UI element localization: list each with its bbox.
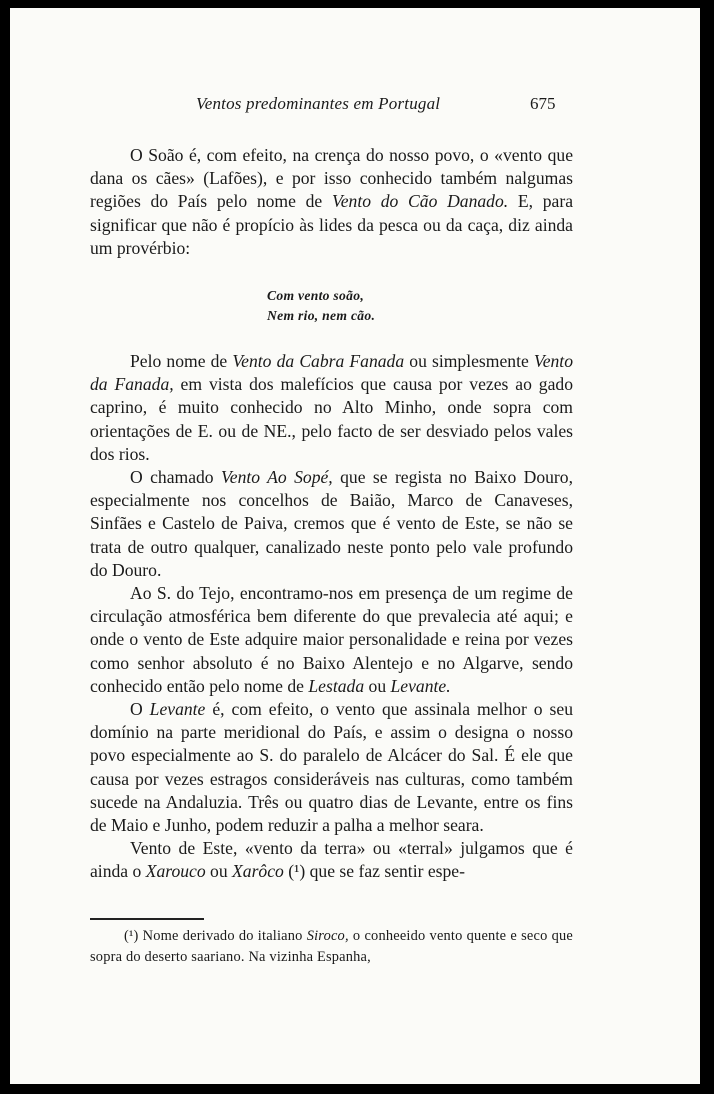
running-header (10, 94, 700, 118)
page-number: 675 (530, 94, 556, 113)
paragraph-2: Pelo nome de Vento da Cabra Fanada ou simplesmente Vento da Fanada, em vista dos malefícios que causa por vezes ao gado caprino, é muito conhecido no Alto Minho, onde sopra com orientações de E. ou de NE., pelo facto de ser desviado pelos vales dos rios. (90, 351, 573, 464)
body-text (90, 144, 573, 884)
paragraph-4: Ao S. do Tejo, encontramo-nos em presença de um regime de circulação atmosférica bem diferente do que prevalecia até aqui; e onde o vento de Este adquire maior personalidade e reina por vezes como senhor absoluto é no Baixo Alentejo e no Algarve, sendo conhecido então pelo nome de Lestada ou Levante. (90, 583, 573, 696)
paragraph-3: O chamado Vento Ao Sopé, que se regista no Baixo Douro, especialmente nos concelhos de Baião, Marco de Canaveses, Sinfães e Castelo de Paiva, cremos que é vento de Este, se não se trata de outro qualquer, canalizado neste ponto pelo vale profundo do Douro. (90, 467, 573, 580)
footnote: (¹) Nome derivado do italiano Siroco, o conheeido vento quente e seco que sopra do deserto saariano. Na vizinha Espanha, (90, 928, 574, 965)
footnote-divider (90, 918, 204, 920)
paragraph-6: Vento de Este, «vento da terra» ou «terral» julgamos que é ainda o Xarouco ou Xarôco (¹) que se faz sentir espe- (90, 838, 573, 882)
proverb-verse (267, 286, 573, 326)
paragraph-5: O Levante é, com efeito, o vento que assinala melhor o seu domínio na parte meridional do País, e assim o designa o nosso povo especialmente ao S. do paralelo de Alcácer do Sal. É ele que causa por vezes estragos consideráveis nas culturas, como também sucede na Andaluzia. Três ou quatro dias de Levante, entre os fins de Maio e Junho, podem reduzir a palha a melhor seara. (90, 699, 573, 836)
paragraph-1: O Soão é, com efeito, na crença do nosso povo, o «vento que dana os cães» (Lafões), e por isso conhecido também nalgumas regiões do País pelo nome de Vento do Cão Danado. E, para significar que não é propício às lides da pesca ou da caça, diz ainda um provérbio: (90, 145, 574, 258)
book-page (10, 8, 700, 1084)
running-title: Ventos predominantes em Portugal (196, 94, 441, 113)
verse-line-2: Nem rio, nem cão. (267, 308, 376, 324)
verse-line-1: Com vento soão, (267, 288, 365, 304)
